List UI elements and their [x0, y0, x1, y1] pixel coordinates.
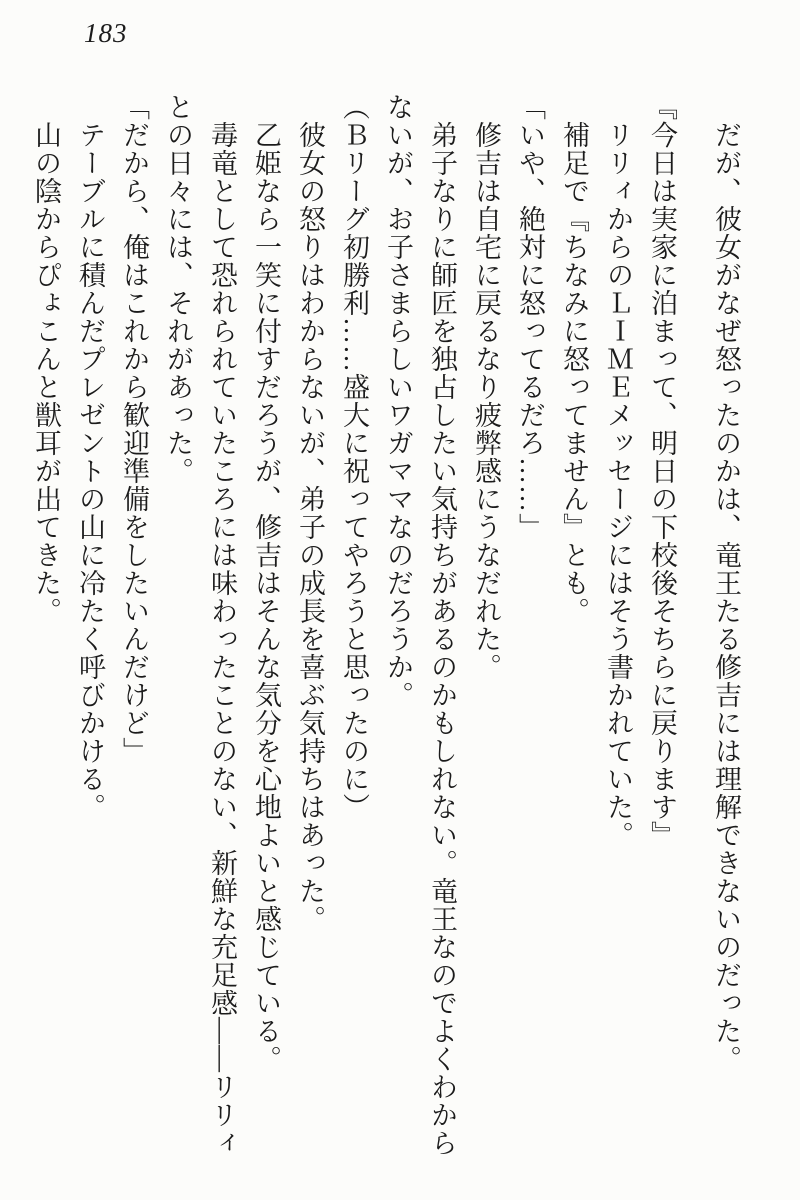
text-line-2: 『今日は実家に泊まって、明日の下校後そちらに戻ります』	[647, 93, 677, 849]
text-line-3: リリィからのＬＩＭＥメッセージにはそう書かれていた。	[603, 121, 633, 849]
text-line-6: 修吉は自宅に戻るなり疲弊感にうなだれた。	[471, 121, 501, 681]
text-line-5: 「いや、絶対に怒ってるだろ……」	[515, 93, 545, 541]
text-line-8: ないが、お子さまらしいワガママなのだろうか。	[383, 93, 413, 709]
text-line-15: テーブルに積んだプレゼントの山に冷たく呼びかける。	[75, 121, 105, 821]
text-line-9: （Ｂリーグ初勝利……盛大に祝ってやろうと思ったのに）	[339, 93, 369, 821]
text-line-13: との日々には、それがあった。	[163, 93, 193, 485]
text-line-14: 「だから、俺はこれから歓迎準備をしたいんだけど」	[119, 93, 149, 765]
text-line-1: だが、彼女がなぜ怒ったのかは、竜王たる修吉には理解できないのだった。	[711, 121, 741, 1073]
text-line-16: 山の陰からぴょこんと獣耳が出てきた。	[31, 121, 61, 625]
text-line-4: 補足で『ちなみに怒ってません』とも。	[559, 121, 589, 625]
page-number: 183	[84, 18, 128, 48]
text-line-11: 乙姫なら一笑に付すだろうが、修吉はそんな気分を心地よいと感じている。	[251, 121, 281, 1073]
text-line-10: 彼女の怒りはわからないが、弟子の成長を喜ぶ気持ちはあった。	[295, 121, 325, 933]
text-line-12: 毒竜として恐れられていたころには味わったことのない、新鮮な充足感——リリィ	[207, 121, 237, 1157]
vertical-text-block	[31, 93, 748, 1157]
text-line-7: 弟子なりに師匠を独占したい気持ちがあるのかもしれない。竜王なのでよくわから	[427, 121, 457, 1157]
